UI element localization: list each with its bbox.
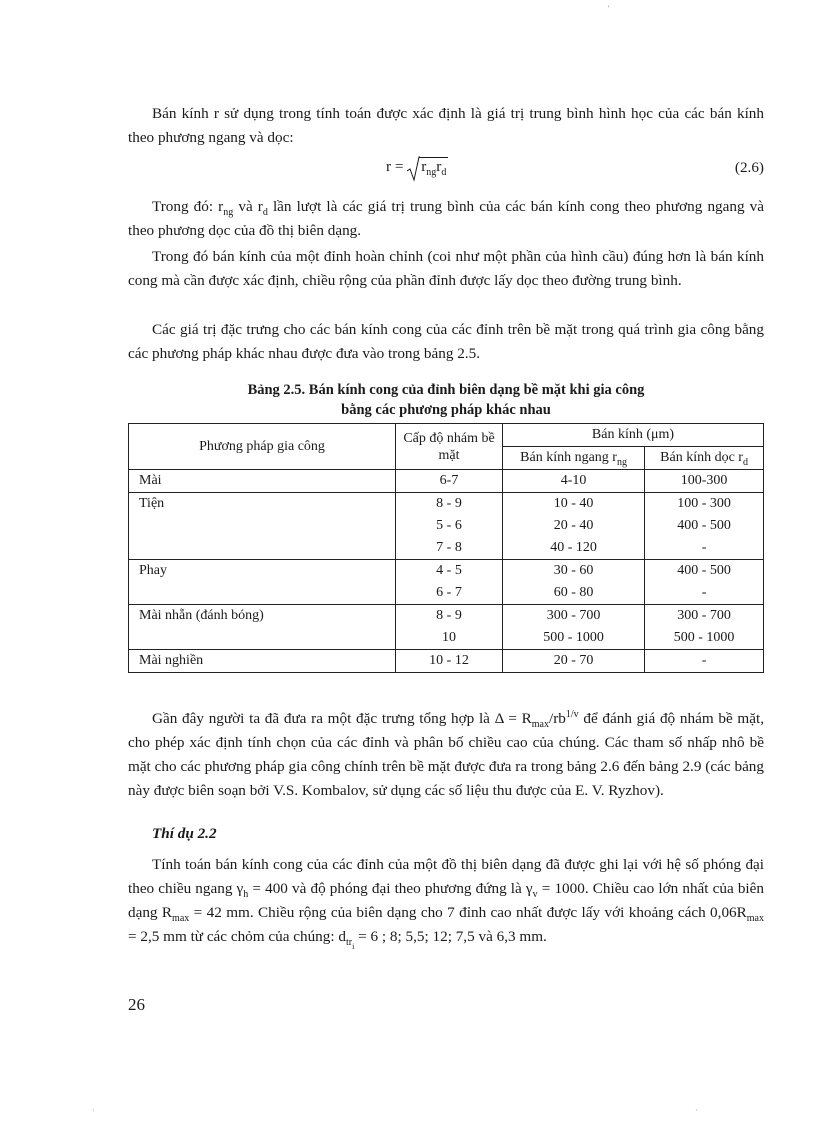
table-row: Mài nghiền 10 - 12 20 - 70 - (129, 650, 764, 673)
table-row: Mài 6-7 4-10 100-300 (129, 470, 764, 493)
table-caption: Bảng 2.5. Bán kính cong của đỉnh biên dạng bề mặt khi gia công bằng các phương pháp khác nhau (247, 382, 645, 418)
scan-speck: · (695, 1106, 698, 1115)
table-row: 6 - 7 60 - 80 - (129, 582, 764, 605)
equation-number: (2.6) (734, 159, 764, 176)
scan-speck: ' (608, 4, 610, 13)
square-root-icon: $r_{ng}r_d$ (407, 157, 448, 176)
composite-parameter-paragraph: Gần đây người ta đã đưa ra một đặc trưng tổng hợp là $\Delta = R_{max}/rb^{1/v}$ để đánh giá độ nhám bề mặt, cho phép xác định tính chọn của các đỉnh và phân bố chiều cao của chúng. Các tham số nhấp nhô bề mặt cho các phương pháp gia công chính trên bề mặt được đưa ra trong bảng 2.6 đến bảng 2.9 (các bảng này được biên soạn bởi V.S. Kombalov, sử dụng các số liệu thu được của E. V. Ryzhov). (128, 709, 764, 799)
table-row: 5 - 6 20 - 40 400 - 500 (129, 515, 764, 537)
peak-radius-paragraph: Trong đó bán kính của một đỉnh hoàn chỉnh (coi như một phần của hình cầu) đúng hơn là bán kính cong mà cần được xác định, chiều rộng của phần đỉnh được lấy dọc theo đường trung bình. (128, 248, 764, 289)
page-number: 26 (128, 995, 145, 1014)
table-row: 10 500 - 1000 500 - 1000 (129, 627, 764, 650)
example-title: Thí dụ 2.2 (152, 825, 217, 842)
header-method: Phương pháp gia công (129, 424, 396, 470)
intro-paragraph: Bán kính r sử dụng trong tính toán được xác định là giá trị trung bình hình học của các bán kính theo phương ngang và dọc: (128, 105, 764, 146)
header-vertical-radius: Bán kính dọc $r_d$ (645, 447, 764, 470)
table-row: 7 - 8 40 - 120 - (129, 537, 764, 560)
radius-table (128, 423, 764, 673)
table-row: Phay 4 - 5 30 - 60 400 - 500 (129, 560, 764, 583)
table-row: Mài nhẵn (đánh bóng) 8 - 9 300 - 700 300 - 700 (129, 605, 764, 628)
header-roughness-level: Cấp độ nhám bề mặt (396, 424, 503, 470)
formula-expression: r = $r_{ng}r_d$ (386, 158, 447, 178)
header-radius: Bán kính (μm) (503, 424, 764, 447)
scan-speck: · (92, 1106, 95, 1115)
table-row: Tiện 8 - 9 10 - 40 100 - 300 (129, 493, 764, 516)
table-intro-paragraph: Các giá trị đặc trưng cho các bán kính cong của các đỉnh trên bề mặt trong quá trình gia công bằng các phương pháp khác nhau được đưa vào trong bảng 2.5. (128, 321, 764, 362)
definition-paragraph: Trong đó: $r_{ng}$ và $r_d$ lần lượt là các giá trị trung bình của các bán kính cong theo phương ngang và theo phương dọc của đồ thị biên dạng. (128, 198, 764, 239)
header-horizontal-radius: Bán kính ngang $r_{ng}$ (503, 447, 645, 470)
example-paragraph: Tính toán bán kính cong của các đỉnh của một đồ thị biên dạng đã được ghi lại với hệ số phóng đại theo chiều ngang $\gamma_h = 400$ và độ phóng đại theo phương đứng là $\gamma_v = 1000$. Chiều cao lớn nhất của biên dạng $R_{max} = 42$ mm. Chiều rộng của biên dạng cho 7 đỉnh cao nhất được lấy với khoảng cách $0,06R_{max} = 2,5$ mm từ các chỏm của chúng: $d_{tr_i} = 6$ ; 8; 5,5; 12; 7,5 và 6,3 mm. (128, 856, 764, 951)
formula-2-6 (128, 155, 764, 185)
